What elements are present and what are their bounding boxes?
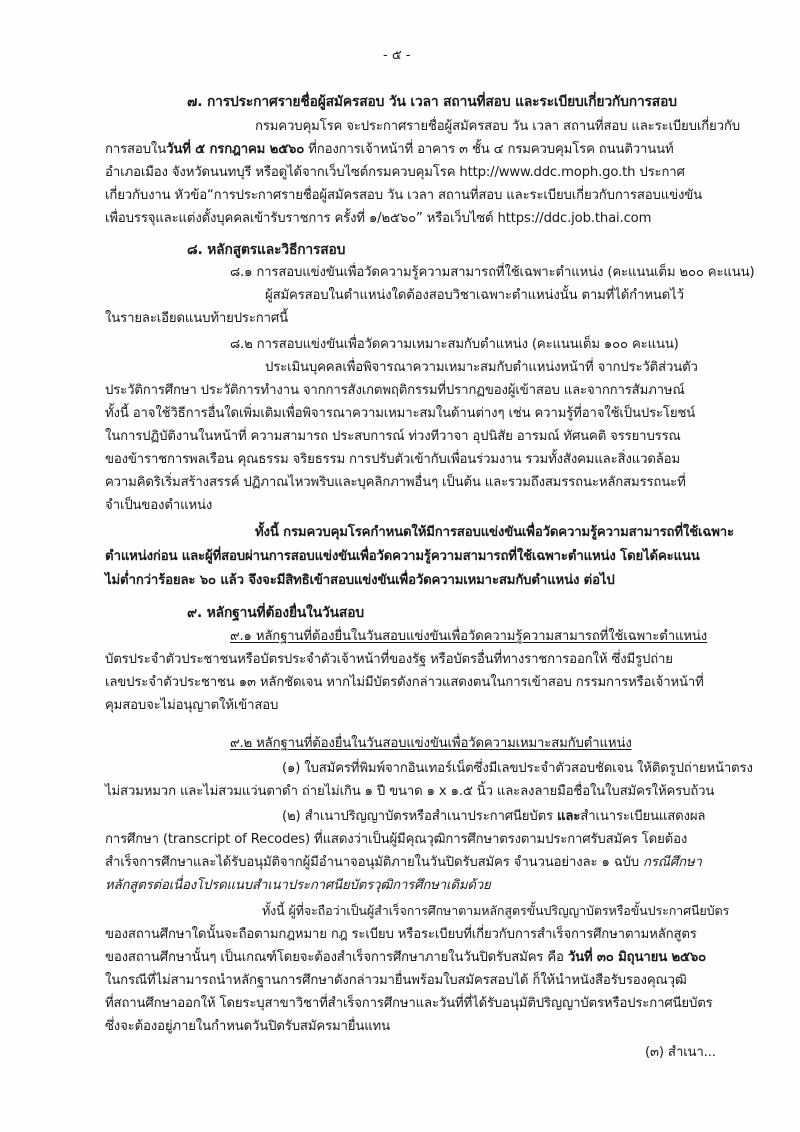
section-8-2-line-7: จำเป็นของตำแหน่ง	[105, 498, 213, 513]
section-8-1-line-1: ผู้สมัครสอบในตำแหน่งใดต้องสอบวิชาเฉพาะตำแหน่งนั้น ตามที่ได้กำหนดไว้	[265, 288, 684, 303]
section-8-2-line-4: ในการปฏิบัติงานในหน้าที่ ความสามารถ ประสบการณ์ ท่วงทีวาจา อุปนิสัย อารมณ์ ทัศนคติ จรรยาบรรณ	[105, 429, 681, 444]
section-7-line-2	[105, 141, 674, 159]
section-8-1-line-2: ในรายละเอียดแนบท้ายประกาศนี้	[105, 311, 288, 326]
section-8-note-line-3: ไม่ต่ำกว่าร้อยละ ๖๐ แล้ว จึงจะมีสิทธิเข้าสอบแข่งขันเพื่อวัดความเหมาะสมกับตำแหน่ง ต่อไป	[105, 573, 615, 588]
section-8-2-line-6: ความคิดริเริ่มสร้างสรรค์ ปฏิภาณไหวพริบและบุคลิกภาพอื่นๆ เป็นต้น และรวมถึงสมรรถนะหลักสมรรถนะที่	[105, 475, 686, 490]
section-7-heading: ๗. การประกาศรายชื่อผู้สมัครสอบ วัน เวลา สถานที่สอบ และระเบียบเกี่ยวกับการสอบ	[187, 94, 677, 110]
section-8-2-line-3: ทั้งนี้ อาจใช้วิธีการอื่นใดเพิ่มเติมเพื่อพิจารณาความเหมาะสมในด้านต่างๆ เช่น ความรู้ที่อาจใช้เป็นประโยชน์	[105, 406, 696, 421]
item-2-line-3-prefix: สำเร็จการศึกษาและได้รับอนุมัติจากผู้มีอำนาจอนุมัติภายในวันปิดรับสมัคร จำนวนอย่างละ ๑ ฉบับ	[105, 855, 644, 870]
section-9-1-title: ๙.๑ หลักฐานที่ต้องยื่นในวันสอบแข่งขันเพื่อวัดความรู้ความสามารถที่ใช้เฉพาะตำแหน่ง	[230, 629, 708, 644]
section-8-2-line-5: ของข้าราชการพลเรือน คุณธรรม จริยธรรม การปรับตัวเข้ากับเพื่อนร่วมงาน รวมทั้งสังคมและสิ่งแวดล้อม	[105, 452, 680, 467]
section-7-line-2-suffix: ที่กองการเจ้าหน้าที่ อาคาร ๓ ชั้น ๔ กรมควบคุมโรค ถนนติวานนท์	[304, 142, 674, 157]
item-2-suffix: สำเนาระเบียนแสดงผล	[580, 809, 706, 824]
section-9-heading: ๙. หลักฐานที่ต้องยื่นในวันสอบ	[187, 605, 364, 621]
application-close-date: วันที่ ๓๐ มิถุนายน ๒๕๖๐	[567, 950, 707, 965]
note-line-3-prefix: ของสถานศึกษานั้นๆ เป็นเกณฑ์โดยจะต้องสำเร็จการศึกษาภายในวันปิดรับสมัคร คือ	[105, 950, 568, 965]
item-2-bold-and: และ	[557, 809, 581, 824]
section-9-2-item-2-line-3	[105, 854, 702, 872]
section-7-line-5: เพื่อบรรจุและแต่งตั้งบุคคลเข้ารับราชการ ครั้งที่ ๑/๒๕๖๐” หรือเว็บไซต์ https://ddc.job.thai.com	[105, 211, 652, 226]
section-8-2-line-1: ประเมินบุคคลเพื่อพิจารณาความเหมาะสมกับตำแหน่งหน้าที่ จากประวัติส่วนตัว	[265, 360, 698, 375]
section-9-2-item-1-line-1: (๑) ใบสมัครที่พิมพ์จากอินเทอร์เน็ตซึ่งมีเลขประจำตัวสอบชัดเจน ให้ติดรูปถ่ายหน้าตรง	[282, 761, 753, 776]
section-9-2-note-line-2: ของสถานศึกษาใดนั้นจะถือตามกฎหมาย กฎ ระเบียบ หรือระเบียบที่เกี่ยวกับการสำเร็จการศึกษาตามหลักสูตร	[105, 927, 697, 942]
section-8-note-line-2: ตำแหน่งก่อน และผู้ที่สอบผ่านการสอบแข่งขันเพื่อวัดความรู้ความสามารถที่ใช้เฉพาะตำแหน่ง โดยได้คะแนน	[105, 549, 700, 564]
section-9-2-item-1-line-2: ไม่สวมหมวก และไม่สวมแว่นตาดำ ถ่ายไม่เกิน ๑ ปี ขนาด ๑ x ๑.๕ นิ้ว และลงลายมือชื่อในใบสมัครให้ครบถ้วน	[105, 784, 715, 799]
item-2-line-3-italic: กรณีศึกษา	[643, 855, 702, 870]
section-7-line-4: เกี่ยวกับงาน หัวข้อ“การประกาศรายชื่อผู้สมัครสอบ วัน เวลา สถานที่สอบ และระเบียบเกี่ยวกับการสอบแข่งขัน	[105, 188, 702, 203]
section-8-1-title: ๘.๑ การสอบแข่งขันเพื่อวัดความรู้ความสามารถที่ใช้เฉพาะตำแหน่ง (คะแนนเต็ม ๒๐๐ คะแนน)	[230, 265, 755, 280]
item-2-prefix: (๒) สำเนาปริญญาบัตรหรือสำเนาประกาศนียบัตร	[282, 809, 557, 824]
section-9-2-note-line-3	[105, 949, 706, 967]
section-8-heading: ๘. หลักสูตรและวิธีการสอบ	[187, 242, 346, 258]
section-9-1-line-1: บัตรประจำตัวประชาชนหรือบัตรประจำตัวเจ้าหน้าที่ของรัฐ หรือบัตรอื่นที่ทางราชการออกให้ ซึ่งมีรูปถ่าย	[105, 652, 673, 667]
page-number: - ๕ -	[383, 48, 411, 63]
section-7-line-3: อำเภอเมือง จังหวัดนนทบุรี หรือดูได้จากเว็บไซต์กรมควบคุมโรค http://www.ddc.moph.go.th ประกาศ	[105, 165, 685, 180]
section-7-line-1: กรมควบคุมโรค จะประกาศรายชื่อผู้สมัครสอบ วัน เวลา สถานที่สอบ และระเบียบเกี่ยวกับ	[255, 119, 740, 134]
exam-announcement-date: วันที่ ๕ กรกฎาคม ๒๕๖๐	[166, 142, 305, 157]
continuation-marker: (๓) สำเนา...	[645, 1045, 716, 1060]
section-9-2-item-2-line-2: การศึกษา (transcript of Recodes) ที่แสดงว่าเป็นผู้มีคุณวุฒิการศึกษาตรงตามประกาศรับสมัคร โดยต้อง	[105, 832, 688, 847]
section-9-2-note-line-1: ทั้งนี้ ผู้ที่จะถือว่าเป็นผู้สำเร็จการศึกษาตามหลักสูตรขั้นปริญญาบัตรหรือขั้นประกาศนียบัตร	[262, 903, 730, 918]
section-9-2-note-line-4: ในกรณีที่ไม่สามารถนำหลักฐานการศึกษาดังกล่าวมายื่นพร้อมใบสมัครสอบได้ ก็ให้นำหนังสือรับรองคุณวุฒิ	[105, 973, 687, 988]
section-8-2-line-2: ประวัติการศึกษา ประวัติการทำงาน จากการสังเกตพฤติกรรมที่ปรากฏของผู้เข้าสอบ และจากการสัมภาษณ์	[105, 383, 685, 398]
section-8-2-title: ๘.๒ การสอบแข่งขันเพื่อวัดความเหมาะสมกับตำแหน่ง (คะแนนเต็ม ๑๐๐ คะแนน)	[230, 337, 679, 352]
section-8-note-line-1: ทั้งนี้ กรมควบคุมโรคกำหนดให้มีการสอบแข่งขันเพื่อวัดความรู้ความสามารถที่ใช้เฉพาะ	[255, 525, 734, 540]
section-7-line-2-prefix: การสอบใน	[105, 142, 167, 157]
section-9-1-line-2: เลขประจำตัวประชาชน ๑๓ หลักชัดเจน หากไม่มีบัตรดังกล่าวแสดงตนในการเข้าสอบ กรรมการหรือเจ้าหน้าที่	[105, 675, 704, 690]
section-9-2-item-2-line-1	[282, 808, 705, 826]
section-9-1-line-3: คุมสอบจะไม่อนุญาตให้เข้าสอบ	[105, 698, 279, 713]
section-9-2-title: ๙.๒ หลักฐานที่ต้องยื่นในวันสอบแข่งขันเพื่อวัดความเหมาะสมกับตำแหน่ง	[230, 736, 632, 751]
section-9-2-note-line-6: ซึ่งจะต้องอยู่ภายในกำหนดวันปิดรับสมัครมายื่นแทน	[105, 1019, 390, 1034]
section-9-2-item-2-line-4: หลักสูตรต่อเนื่องโปรดแนบสำเนาประกาศนียบัตรวุฒิการศึกษาเดิมด้วย	[105, 878, 491, 893]
section-9-2-note-line-5: ที่สถานศึกษาออกให้ โดยระบุสาขาวิชาที่สำเร็จการศึกษาและวันที่ที่ได้รับอนุมัติปริญญาบัตรหรือประกาศนียบัตร	[105, 996, 713, 1011]
